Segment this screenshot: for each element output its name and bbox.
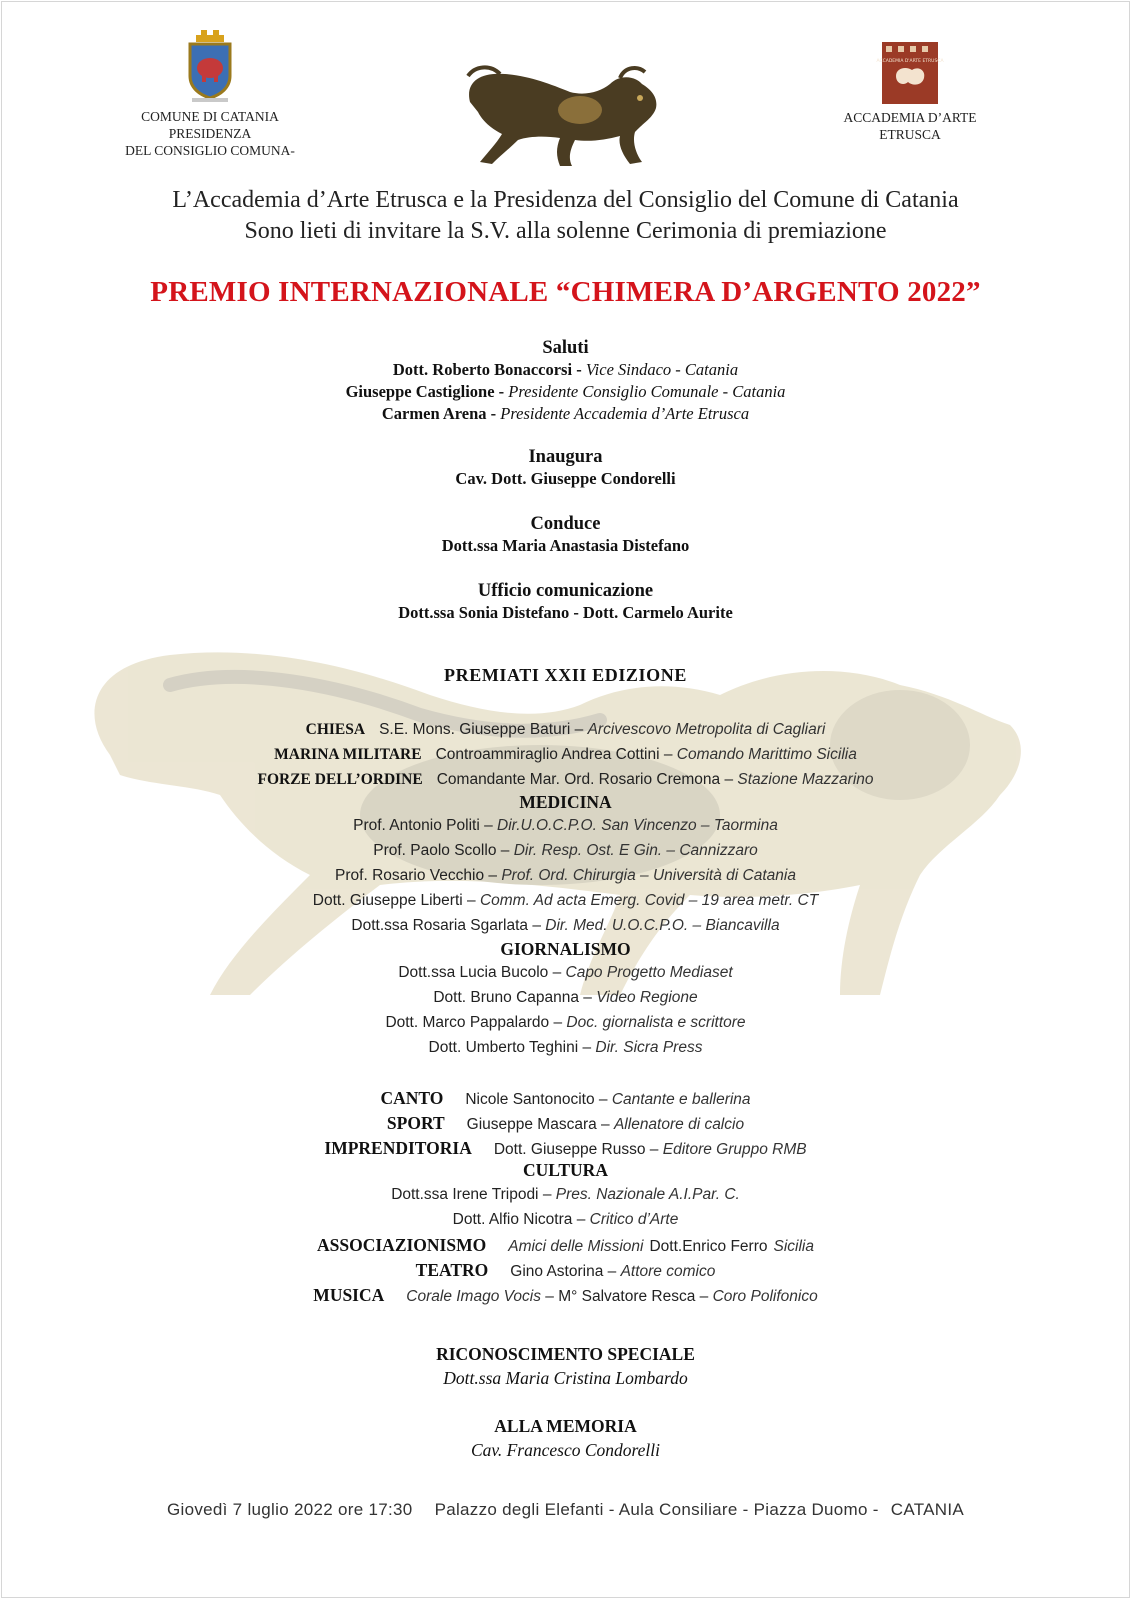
awardee-name: Dott. Giuseppe Liberti bbox=[312, 892, 463, 909]
award-row-medicina: Dott.ssa Rosaria Sgarlata – Dir. Med. U.O.C.P.O. – Biancavilla bbox=[351, 917, 780, 934]
category-label: CHIESA bbox=[305, 721, 366, 738]
category-label: IMPRENDITORIA bbox=[324, 1138, 472, 1158]
awardee-role: Cantante e ballerina bbox=[611, 1091, 751, 1108]
inaugura-heading: Inaugura bbox=[528, 447, 603, 467]
award-row-musica: MUSICA Corale Imago Vocis – M° Salvatore Resca – Coro Polifonico bbox=[313, 1285, 818, 1305]
awardee-role: Capo Progetto Mediaset bbox=[565, 964, 733, 981]
awardee-role: Coro Polifonico bbox=[712, 1288, 818, 1305]
category-label: MUSICA bbox=[313, 1285, 385, 1305]
awardee-role: Allenatore di calcio bbox=[613, 1116, 745, 1133]
award-row-giornalismo: Dott. Umberto Teghini – Dir. Sicra Press bbox=[428, 1039, 703, 1056]
awardee-name: Dott. Giuseppe Russo bbox=[493, 1141, 646, 1158]
intro-line-2: Sono lieti di invitare la S.V. alla solenne Cerimonia di premiazione bbox=[244, 218, 887, 244]
inaugura-section bbox=[0, 446, 1131, 490]
comune-di-catania-logo bbox=[100, 28, 320, 159]
event-details-footer bbox=[0, 1500, 1131, 1520]
category-heading: GIORNALISMO bbox=[500, 939, 631, 959]
award-row-canto: CANTO Nicole Santonocito – Cantante e ballerina bbox=[380, 1088, 751, 1108]
right-caption-line-1: ACCADEMIA D’ARTE bbox=[843, 110, 977, 125]
chimera-bronze-image bbox=[460, 62, 665, 172]
conduce-name: Dott.ssa Maria Anastasia Distefano bbox=[441, 536, 690, 555]
award-row-sport: SPORT Giuseppe Mascara – Allenatore di calcio bbox=[386, 1113, 745, 1133]
awardee-role: Comando Marittimo Sicilia bbox=[676, 746, 857, 763]
awardee-name: Gino Astorina bbox=[510, 1263, 604, 1280]
awardee-role: Doc. giornalista e scrittore bbox=[566, 1014, 746, 1031]
awardee-name: Dott.ssa Lucia Bucolo bbox=[398, 964, 549, 981]
awardee-name: Dott. Bruno Capanna bbox=[433, 989, 579, 1006]
saluti-role: Presidente Consiglio Comunale - Catania bbox=[508, 382, 786, 401]
award-row-medicina: Prof. Paolo Scollo – Dir. Resp. Ost. E Gin. – Cannizzaro bbox=[373, 842, 758, 859]
awardee-role: Comm. Ad acta Emerg. Covid – 19 area metr. CT bbox=[479, 892, 819, 909]
award-row-giornalismo: Dott. Marco Pappalardo – Doc. giornalista e scrittore bbox=[385, 1014, 746, 1031]
ufficio-comunicazione-section bbox=[0, 580, 1131, 624]
award-row-giornalismo: Dott.ssa Lucia Bucolo – Capo Progetto Mediaset bbox=[398, 964, 733, 981]
conduce-section bbox=[0, 513, 1131, 557]
awardee-role: Arcivescovo Metropolita di Cagliari bbox=[587, 721, 826, 738]
left-caption-line-3: DEL CONSIGLIO COMUNA- bbox=[125, 143, 295, 158]
ufficio-heading: Ufficio comunicazione bbox=[477, 581, 654, 601]
saluti-heading: Saluti bbox=[542, 338, 589, 358]
award-row-imprenditoria: IMPRENDITORIA Dott. Giuseppe Russo – Editore Gruppo RMB bbox=[324, 1138, 807, 1158]
awardee-name: Controammiraglio Andrea Cottini bbox=[435, 746, 660, 763]
category-heading: MEDICINA bbox=[519, 792, 612, 812]
awardee-role: Stazione Mazzarino bbox=[737, 771, 874, 788]
awardee-name: Prof. Rosario Vecchio bbox=[335, 867, 485, 884]
saluti-section bbox=[0, 337, 1131, 425]
award-row-medicina: Prof. Rosario Vecchio – Prof. Ord. Chirurgia – Università di Catania bbox=[335, 867, 796, 884]
inaugura-name: Cav. Dott. Giuseppe Condorelli bbox=[455, 469, 676, 488]
category-label: MARINA MILITARE bbox=[274, 746, 422, 763]
award-row-chiesa: CHIESA S.E. Mons. Giuseppe Baturi – Arcivescovo Metropolita di Cagliari bbox=[305, 721, 826, 738]
category-label: SPORT bbox=[386, 1113, 445, 1133]
ufficio-names: Dott.ssa Sonia Distefano - Dott. Carmelo Aurite bbox=[398, 603, 733, 622]
saluti-name: Giuseppe Castiglione bbox=[345, 382, 495, 401]
awardee-name: Giuseppe Mascara bbox=[466, 1116, 597, 1133]
award-row-marina: MARINA MILITARE Controammiraglio Andrea Cottini – Comando Marittimo Sicilia bbox=[274, 746, 857, 763]
riconoscimento-name: Dott.ssa Maria Cristina Lombardo bbox=[443, 1368, 688, 1388]
category-heading: CULTURA bbox=[523, 1160, 608, 1180]
awardee-name: Comandante Mar. Ord. Rosario Cremona bbox=[436, 771, 721, 788]
saluti-name: Dott. Roberto Bonaccorsi bbox=[392, 360, 573, 379]
award-row-teatro: TEATRO Gino Astorina – Attore comico bbox=[415, 1260, 716, 1280]
award-row-forze: FORZE DELL’ORDINE Comandante Mar. Ord. Rosario Cremona – Stazione Mazzarino bbox=[257, 771, 874, 788]
awardee-role: Amici delle Missioni bbox=[508, 1238, 644, 1255]
awardee-role: Dir. Resp. Ost. E Gin. – Cannizzaro bbox=[513, 842, 758, 859]
left-caption-line-1: COMUNE DI CATANIA bbox=[141, 109, 279, 124]
riconoscimento-heading: RICONOSCIMENTO SPECIALE bbox=[436, 1344, 695, 1364]
memoria-name: Cav. Francesco Condorelli bbox=[470, 1440, 661, 1460]
event-city: CATANIA bbox=[890, 1500, 965, 1519]
category-label: TEATRO bbox=[415, 1260, 489, 1280]
saluti-name: Carmen Arena bbox=[381, 404, 487, 423]
memoria-heading: ALLA MEMORIA bbox=[494, 1416, 637, 1436]
saluti-line: Carmen Arena - Presidente Accademia d’Arte Etrusca bbox=[381, 404, 750, 423]
category-label: ASSOCIAZIONISMO bbox=[317, 1235, 487, 1255]
awardee-role: Dir.U.O.C.P.O. San Vincenzo – Taormina bbox=[497, 817, 778, 834]
awardee-role: Critico d’Arte bbox=[589, 1211, 679, 1228]
category-label: FORZE DELL’ORDINE bbox=[257, 771, 423, 788]
awardee-name: Dott. Alfio Nicotra bbox=[452, 1211, 573, 1228]
right-caption-line-2: ETRUSCA bbox=[879, 127, 941, 142]
conduce-heading: Conduce bbox=[530, 514, 601, 534]
accademia-arte-etrusca-logo bbox=[815, 42, 1005, 143]
award-row-giornalismo: Dott. Bruno Capanna – Video Regione bbox=[433, 989, 698, 1006]
awardee-role: Attore comico bbox=[620, 1263, 716, 1280]
page-title: PREMIO INTERNAZIONALE “CHIMERA D’ARGENTO 2022” bbox=[150, 276, 981, 308]
award-row-associazionismo bbox=[0, 1234, 1131, 1258]
left-caption-line-2: PRESIDENZA bbox=[168, 126, 252, 141]
awardee-name: Dott.ssa Rosaria Sgarlata bbox=[351, 917, 529, 934]
saluti-line: Giuseppe Castiglione - Presidente Consiglio Comunale - Catania bbox=[345, 382, 786, 401]
awardee-role: Prof. Ord. Chirurgia – Università di Catania bbox=[501, 867, 796, 884]
saluti-line: Dott. Roberto Bonaccorsi - Vice Sindaco - Catania bbox=[392, 360, 739, 379]
award-row-medicina: Prof. Antonio Politi – Dir.U.O.C.P.O. San Vincenzo – Taormina bbox=[353, 817, 778, 834]
awardee-role: Dir. Med. U.O.C.P.O. – Biancavilla bbox=[545, 917, 780, 934]
awardee-name: S.E. Mons. Giuseppe Baturi bbox=[379, 721, 571, 738]
category-label: CANTO bbox=[380, 1088, 444, 1108]
awardee-name: Dott.ssa Irene Tripodi bbox=[391, 1186, 539, 1203]
awardee-name: Dott.Enrico Ferro bbox=[649, 1238, 768, 1255]
riconoscimento-section bbox=[0, 1342, 1131, 1390]
category-medicina bbox=[0, 791, 1131, 815]
award-row-cultura: Dott.ssa Irene Tripodi – Pres. Nazionale A.I.Par. C. bbox=[391, 1186, 740, 1203]
awardee-name: Dott. Umberto Teghini bbox=[428, 1039, 579, 1056]
saluti-role: Presidente Accademia d’Arte Etrusca bbox=[500, 404, 750, 423]
award-row-medicina: Dott. Giuseppe Liberti – Comm. Ad acta Emerg. Covid – 19 area metr. CT bbox=[312, 892, 819, 909]
awardee-role: Corale Imago Vocis bbox=[406, 1288, 541, 1305]
intro-text bbox=[0, 185, 1131, 247]
memoria-section bbox=[0, 1414, 1131, 1462]
awardee-name: Dott. Marco Pappalardo bbox=[385, 1014, 550, 1031]
catania-crest-icon bbox=[184, 28, 236, 103]
awardee-role: Editore Gruppo RMB bbox=[662, 1141, 807, 1158]
event-venue: Palazzo degli Elefanti - Aula Consiliare - Piazza Duomo - bbox=[434, 1500, 879, 1519]
event-date: Giovedì 7 luglio 2022 ore 17:30 bbox=[166, 1500, 413, 1519]
awardee-name: M° Salvatore Resca bbox=[558, 1288, 696, 1305]
awardee-name: Prof. Antonio Politi bbox=[353, 817, 480, 834]
awardee-role: Sicilia bbox=[773, 1238, 814, 1255]
category-giornalismo bbox=[0, 938, 1131, 962]
accademia-logo-icon bbox=[876, 42, 944, 104]
accademia-logo-text: ACCADEMIA D'ARTE ETRUSCA bbox=[876, 59, 944, 64]
awardee-role: Dir. Sicra Press bbox=[595, 1039, 703, 1056]
category-cultura bbox=[0, 1159, 1131, 1183]
award-row-cultura: Dott. Alfio Nicotra – Critico d’Arte bbox=[452, 1211, 679, 1228]
awardee-name: Nicole Santonocito bbox=[465, 1091, 595, 1108]
premiati-heading: PREMIATI XXII EDIZIONE bbox=[444, 665, 687, 685]
awardee-role: Video Regione bbox=[596, 989, 698, 1006]
awardee-name: Prof. Paolo Scollo bbox=[373, 842, 497, 859]
awardee-role: Pres. Nazionale A.I.Par. C. bbox=[555, 1186, 740, 1203]
saluti-role: Vice Sindaco - Catania bbox=[585, 360, 739, 379]
intro-line-1: L’Accademia d’Arte Etrusca e la Presidenza del Consiglio del Comune di Catania bbox=[172, 187, 959, 213]
